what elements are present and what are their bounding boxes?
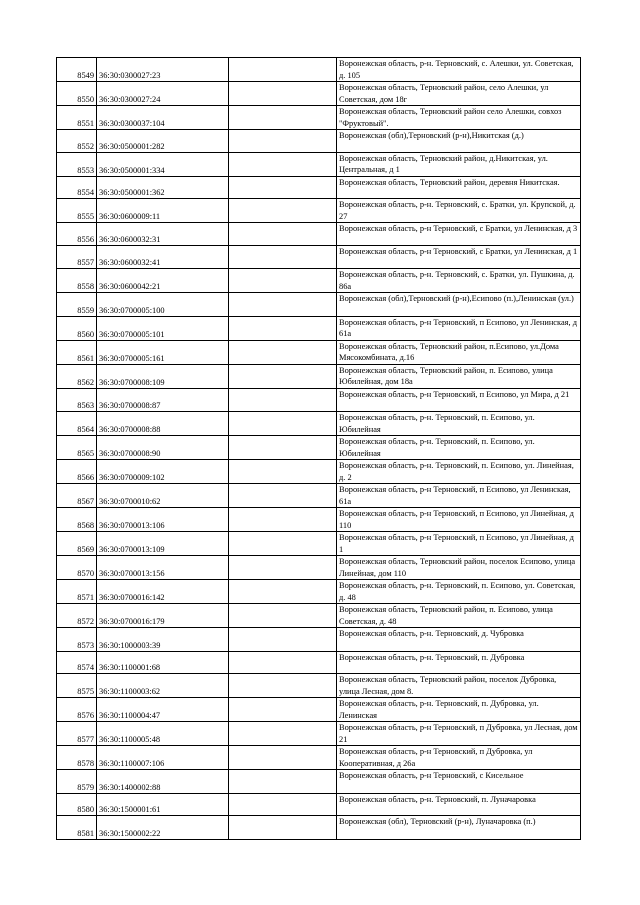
table-row <box>57 82 581 106</box>
empty-cell <box>229 580 337 604</box>
row-number-cell: 8556 <box>57 223 97 246</box>
address-cell: Воронежская область, р-н Терновский, п Есипово, ул Линейная, д 110 <box>337 508 581 532</box>
empty-cell <box>229 245 337 269</box>
cadastral-number-cell: 36:30:0700005:101 <box>97 316 229 340</box>
table-row <box>57 388 581 412</box>
address-cell: Воронежская область, Терновский район, п.Есипово, ул.Дома Мясокомбината, д.16 <box>337 340 581 364</box>
table-row <box>57 580 581 604</box>
address-cell: Воронежская область, р-н. Терновский, п. Есипово, ул. Линейная, д. 2 <box>337 460 581 484</box>
row-number-cell: 8561 <box>57 340 97 364</box>
address-cell: Воронежская (обл),Терновский (р-н),Никитская (д.) <box>337 130 581 153</box>
empty-cell <box>229 746 337 770</box>
table-row <box>57 508 581 532</box>
address-cell: Воронежская область, Терновский район, д.Никитская, ул. Центральная, д 1 <box>337 152 581 176</box>
row-number-cell: 8580 <box>57 793 97 816</box>
empty-cell <box>229 130 337 153</box>
cadastral-number-cell: 36:30:0600009:11 <box>97 199 229 223</box>
empty-cell <box>229 604 337 628</box>
cadastral-number-cell: 36:30:0700008:88 <box>97 412 229 436</box>
table-row <box>57 746 581 770</box>
row-number-cell: 8574 <box>57 651 97 674</box>
row-number-cell: 8569 <box>57 532 97 556</box>
empty-cell <box>229 269 337 293</box>
empty-cell <box>229 793 337 816</box>
address-cell: Воронежская область, р-н Терновский, п Есипово, ул Ленинская, д 61а <box>337 316 581 340</box>
address-cell: Воронежская область, р-н. Терновский, п. Дубровка, ул. Ленинская <box>337 698 581 722</box>
cadastral-number-cell: 36:30:0700010:62 <box>97 484 229 508</box>
empty-cell <box>229 223 337 246</box>
address-cell: Воронежская область, р-н Терновский, с Братки, ул Ленинская, д 3 <box>337 223 581 246</box>
table-row <box>57 532 581 556</box>
address-cell: Воронежская область, р-н. Терновский, с. Алешки, ул. Советская, д. 105 <box>337 58 581 82</box>
address-cell: Воронежская область, Терновский район, п. Есипово, улица Юбилейная, дом 18а <box>337 364 581 388</box>
address-cell: Воронежская область, р-н. Терновский, п. Есипово, ул. Советская, д. 48 <box>337 580 581 604</box>
row-number-cell: 8581 <box>57 816 97 840</box>
row-number-cell: 8555 <box>57 199 97 223</box>
address-cell: Воронежская область, р-н. Терновский, п. Есипово, ул. Юбилейная <box>337 412 581 436</box>
row-number-cell: 8571 <box>57 580 97 604</box>
empty-cell <box>229 816 337 840</box>
table-row <box>57 316 581 340</box>
address-cell: Воронежская область, р-н. Терновский, п. Дубровка <box>337 651 581 674</box>
empty-cell <box>229 82 337 106</box>
cadastral-number-cell: 36:30:1100007:106 <box>97 746 229 770</box>
empty-cell <box>229 484 337 508</box>
address-cell: Воронежская область, р-н Терновский, п Дубровка, ул Кооперативная, д 26а <box>337 746 581 770</box>
table-row <box>57 176 581 199</box>
table-row <box>57 674 581 698</box>
row-number-cell: 8564 <box>57 412 97 436</box>
empty-cell <box>229 651 337 674</box>
empty-cell <box>229 316 337 340</box>
row-number-cell: 8576 <box>57 698 97 722</box>
table-row <box>57 651 581 674</box>
table-row <box>57 245 581 269</box>
empty-cell <box>229 460 337 484</box>
table-row <box>57 436 581 460</box>
row-number-cell: 8579 <box>57 770 97 794</box>
table-row <box>57 340 581 364</box>
row-number-cell: 8552 <box>57 130 97 153</box>
empty-cell <box>229 152 337 176</box>
empty-cell <box>229 58 337 82</box>
row-number-cell: 8551 <box>57 106 97 130</box>
address-cell: Воронежская область, р-н. Терновский, с. Братки, ул. Пушкина, д. 86а <box>337 269 581 293</box>
row-number-cell: 8558 <box>57 269 97 293</box>
empty-cell <box>229 106 337 130</box>
cadastral-number-cell: 36:30:0700013:109 <box>97 532 229 556</box>
address-cell: Воронежская область, р-н. Терновский, с. Братки, ул. Крупской, д. 27 <box>337 199 581 223</box>
address-cell: Воронежская область, р-н Терновский, с Кисельное <box>337 770 581 794</box>
cadastral-number-cell: 36:30:1100001:68 <box>97 651 229 674</box>
cadastral-number-cell: 36:30:0700008:87 <box>97 388 229 412</box>
row-number-cell: 8567 <box>57 484 97 508</box>
row-number-cell: 8562 <box>57 364 97 388</box>
cadastral-number-cell: 36:30:0300037:104 <box>97 106 229 130</box>
empty-cell <box>229 340 337 364</box>
row-number-cell: 8577 <box>57 722 97 746</box>
row-number-cell: 8563 <box>57 388 97 412</box>
address-cell: Воронежская область, р-н Терновский, п Есипово, ул Линейная, д 1 <box>337 532 581 556</box>
address-cell: Воронежская область, Терновский район, деревня Никитская. <box>337 176 581 199</box>
cadastral-number-cell: 36:30:0700005:161 <box>97 340 229 364</box>
row-number-cell: 8549 <box>57 58 97 82</box>
cadastral-number-cell: 36:30:1500002:22 <box>97 816 229 840</box>
cadastral-number-cell: 36:30:1000003:39 <box>97 628 229 652</box>
empty-cell <box>229 770 337 794</box>
address-cell: Воронежская (обл),Терновский (р-н),Есипово (п.),Ленинская (ул.) <box>337 293 581 317</box>
empty-cell <box>229 176 337 199</box>
cadastral-number-cell: 36:30:0300027:24 <box>97 82 229 106</box>
table-row <box>57 130 581 153</box>
table-row <box>57 698 581 722</box>
cadastral-number-cell: 36:30:0600042:21 <box>97 269 229 293</box>
empty-cell <box>229 628 337 652</box>
address-cell: Воронежская область, Терновский район село Алешки, совхоз "Фруктовый". <box>337 106 581 130</box>
table-row <box>57 412 581 436</box>
cadastral-number-cell: 36:30:1500001:61 <box>97 793 229 816</box>
row-number-cell: 8557 <box>57 245 97 269</box>
empty-cell <box>229 388 337 412</box>
table-row <box>57 199 581 223</box>
table-row <box>57 223 581 246</box>
table-row <box>57 460 581 484</box>
address-cell: Воронежская область, р-н. Терновский, п. Луначаровка <box>337 793 581 816</box>
cadastral-number-cell: 36:30:0700005:100 <box>97 293 229 317</box>
cadastral-number-cell: 36:30:1100005:48 <box>97 722 229 746</box>
cadastral-number-cell: 36:30:0700008:90 <box>97 436 229 460</box>
table-row <box>57 269 581 293</box>
cadastral-number-cell: 36:30:0700016:179 <box>97 604 229 628</box>
cadastral-number-cell: 36:30:0500001:282 <box>97 130 229 153</box>
row-number-cell: 8553 <box>57 152 97 176</box>
table-row <box>57 628 581 652</box>
table-row <box>57 604 581 628</box>
cadastral-number-cell: 36:30:0700013:156 <box>97 556 229 580</box>
empty-cell <box>229 674 337 698</box>
cadastral-number-cell: 36:30:0700013:106 <box>97 508 229 532</box>
table-row <box>57 484 581 508</box>
cadastral-number-cell: 36:30:0500001:334 <box>97 152 229 176</box>
row-number-cell: 8554 <box>57 176 97 199</box>
cadastral-number-cell: 36:30:1100004:47 <box>97 698 229 722</box>
row-number-cell: 8572 <box>57 604 97 628</box>
address-cell: Воронежская область, Терновский район, поселок Дубровка, улица Лесная, дом 8. <box>337 674 581 698</box>
address-cell: Воронежская область, Терновский район, село Алешки, ул Советская, дом 18г <box>337 82 581 106</box>
row-number-cell: 8566 <box>57 460 97 484</box>
cadastral-number-cell: 36:30:0600032:41 <box>97 245 229 269</box>
address-cell: Воронежская область, р-н Терновский, с Братки, ул Ленинская, д 1 <box>337 245 581 269</box>
empty-cell <box>229 556 337 580</box>
row-number-cell: 8573 <box>57 628 97 652</box>
table-row <box>57 793 581 816</box>
row-number-cell: 8559 <box>57 293 97 317</box>
cadastral-number-cell: 36:30:0700016:142 <box>97 580 229 604</box>
table-row <box>57 58 581 82</box>
empty-cell <box>229 293 337 317</box>
address-cell: Воронежская область, р-н Терновский, п Есипово, ул Мира, д 21 <box>337 388 581 412</box>
address-cell: Воронежская область, Терновский район, поселок Есипово, улица Линейная, дом 110 <box>337 556 581 580</box>
cadastral-number-cell: 36:30:0600032:31 <box>97 223 229 246</box>
empty-cell <box>229 722 337 746</box>
cadastral-number-cell: 36:30:0700009:102 <box>97 460 229 484</box>
cadastral-table-body <box>57 58 581 840</box>
address-cell: Воронежская область, р-н. Терновский, д. Чубровка <box>337 628 581 652</box>
empty-cell <box>229 412 337 436</box>
cadastral-table <box>56 57 581 840</box>
address-cell: Воронежская (обл), Терновский (р-н), Луначаровка (п.) <box>337 816 581 840</box>
table-row <box>57 722 581 746</box>
empty-cell <box>229 199 337 223</box>
empty-cell <box>229 698 337 722</box>
row-number-cell: 8578 <box>57 746 97 770</box>
table-row <box>57 770 581 794</box>
row-number-cell: 8568 <box>57 508 97 532</box>
table-row <box>57 293 581 317</box>
address-cell: Воронежская область, Терновский район, п. Есипово, улица Советская, д. 48 <box>337 604 581 628</box>
cadastral-number-cell: 36:30:1100003:62 <box>97 674 229 698</box>
table-row <box>57 106 581 130</box>
row-number-cell: 8575 <box>57 674 97 698</box>
row-number-cell: 8565 <box>57 436 97 460</box>
empty-cell <box>229 436 337 460</box>
row-number-cell: 8570 <box>57 556 97 580</box>
empty-cell <box>229 508 337 532</box>
table-row <box>57 364 581 388</box>
cadastral-number-cell: 36:30:0500001:362 <box>97 176 229 199</box>
table-row <box>57 152 581 176</box>
table-row <box>57 816 581 840</box>
cadastral-number-cell: 36:30:1400002:88 <box>97 770 229 794</box>
address-cell: Воронежская область, р-н Терновский, п Дубровка, ул Лесная, дом 21 <box>337 722 581 746</box>
row-number-cell: 8550 <box>57 82 97 106</box>
cadastral-number-cell: 36:30:0700008:109 <box>97 364 229 388</box>
row-number-cell: 8560 <box>57 316 97 340</box>
empty-cell <box>229 532 337 556</box>
cadastral-number-cell: 36:30:0300027:23 <box>97 58 229 82</box>
empty-cell <box>229 364 337 388</box>
address-cell: Воронежская область, р-н. Терновский, п. Есипово, ул. Юбилейная <box>337 436 581 460</box>
table-row <box>57 556 581 580</box>
address-cell: Воронежская область, р-н Терновский, п Есипово, ул Ленинская, 61а <box>337 484 581 508</box>
